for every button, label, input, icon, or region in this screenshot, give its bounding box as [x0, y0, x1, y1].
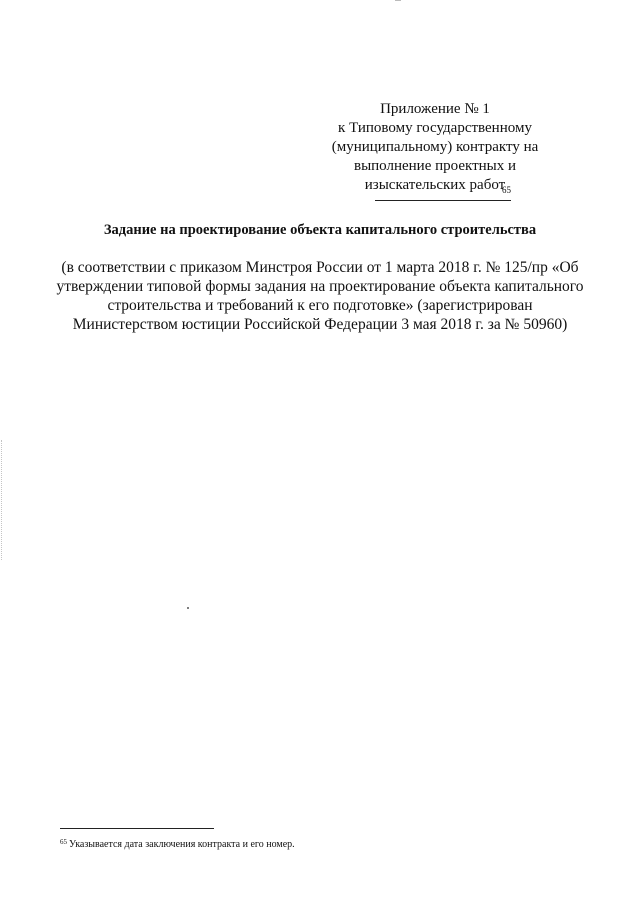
appendix-line: изыскательских работ [364, 177, 506, 193]
footnote-marker: 65 [60, 838, 67, 846]
blank-underline [375, 200, 511, 201]
document-subtitle [40, 258, 600, 334]
appendix-line: к Типовому государственному [338, 120, 532, 136]
appendix-line: (муниципальному) контракту на [331, 139, 539, 155]
footnote-text: Указывается дата заключения контракта и его номер. [69, 839, 295, 850]
subtitle-line: Министерством юстиции Российской Федерации 3 мая 2018 г. за № 50960) [72, 316, 568, 333]
subtitle-line: (в соответствии с приказом Минстроя России от 1 марта 2018 г. № 125/пр «Об [61, 259, 579, 276]
footnote [60, 836, 295, 851]
scan-artifact-dot [187, 607, 189, 609]
document-title: Задание на проектирование объекта капитального строительства [103, 222, 537, 238]
appendix-line: Приложение № 1 [380, 101, 490, 117]
scan-artifact-left [1, 440, 2, 560]
scan-artifact-top [395, 0, 401, 1]
contract-blank-field [375, 185, 511, 208]
appendix-line: выполнение проектных и [353, 158, 517, 174]
footnote-separator [60, 828, 214, 829]
subtitle-line: утверждении типовой формы задания на проектирование объекта капитального [56, 278, 584, 295]
subtitle-line: строительства и требований к его подготовке» (зарегистрирован [107, 297, 533, 314]
footnote-reference: 65 [502, 185, 511, 195]
appendix-header [310, 100, 560, 195]
